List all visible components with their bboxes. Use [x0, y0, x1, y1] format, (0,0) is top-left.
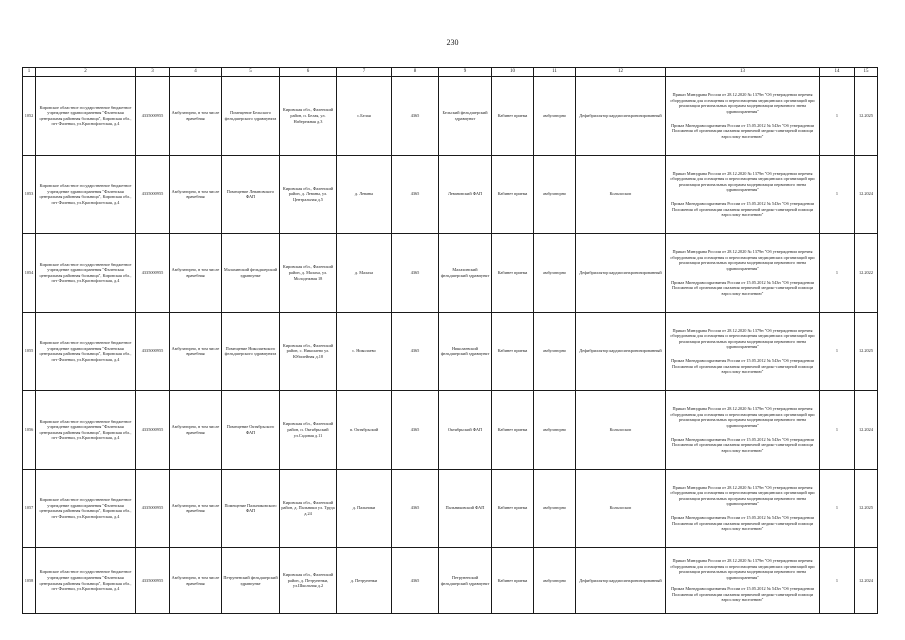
mode-cell: амбулаторно [534, 155, 576, 234]
table-row [23, 548, 878, 614]
locality-cell: д. Малаха [337, 234, 392, 313]
column-number: 12 [576, 68, 666, 77]
date-cell: 12.2024 [855, 155, 878, 234]
quantity-cell: 1 [820, 155, 855, 234]
unit-cell: Петруненский фельдшерский здравпункт [439, 548, 492, 614]
column-number: 7 [337, 68, 392, 77]
mode-cell: амбулаторно [534, 234, 576, 313]
locality-cell: д. Пальники [337, 469, 392, 548]
code-cell: 4365 [392, 312, 439, 391]
address-cell: Кировская обл., Фаленский район, п. Белая, ул. Набережная д.3 [280, 77, 337, 156]
cabinet-cell: Кабинет приема [492, 155, 534, 234]
address-cell: Кировская обл., Фаленский район, д. Пальники ул. Труда д.24 [280, 469, 337, 548]
legal-basis-cell [666, 77, 820, 156]
locality-cell: с.Белая [337, 77, 392, 156]
cabinet-cell: Кабинет приема [492, 77, 534, 156]
code-cell: 4365 [392, 234, 439, 313]
inn-cell: 4335000955 [136, 548, 170, 614]
row-number: 1057 [23, 469, 36, 548]
locality-cell: д. Леваны [337, 155, 392, 234]
care-type-cell: Амбулаторно, в том числе врачебная [170, 155, 222, 234]
column-number: 11 [534, 68, 576, 77]
date-cell: 12.2025 [855, 469, 878, 548]
code-cell: 4365 [392, 469, 439, 548]
row-number: 1058 [23, 548, 36, 614]
table-row [23, 234, 878, 313]
premises-cell: Помещение Николаевского фельдшерского здравпункта [222, 312, 280, 391]
quantity-cell: 1 [820, 469, 855, 548]
legal-basis-order-1379n: Приказ Минздрава России от 28.12.2020 № 1379н "Об утверждении перечня оборудования для оснащения и переоснащения медицинских организаций при реализации региональных программ модернизации первичного звена здравоохранения" [670, 406, 815, 428]
equipment-registry-table [22, 67, 878, 614]
mode-cell: амбулаторно [534, 77, 576, 156]
date-cell: 12.2025 [855, 77, 878, 156]
unit-cell: Октябрьский ФАП [439, 391, 492, 470]
legal-basis-cell [666, 469, 820, 548]
table-row [23, 155, 878, 234]
mode-cell: амбулаторно [534, 469, 576, 548]
organization-cell: Кировское областное государственное бюджетное учреждение здравоохранения "Фаленская центральная районная больница", Кировская обл., пгт Фаленки, ул.Краснофлотская, д.4 [36, 312, 136, 391]
address-cell: Кировская обл., Фаленский район, д. Малаха, ул. Молодежная 18 [280, 234, 337, 313]
column-number: 1 [23, 68, 36, 77]
legal-basis-order-1379n: Приказ Минздрава России от 28.12.2020 № 1379н "Об утверждении перечня оборудования для оснащения и переоснащения медицинских организаций при реализации региональных программ модернизации первичного звена здравоохранения" [670, 327, 815, 350]
column-number: 2 [36, 68, 136, 77]
column-number: 5 [222, 68, 280, 77]
locality-cell: д. Петруненки [337, 548, 392, 614]
inn-cell: 4335000955 [136, 234, 170, 313]
table-row [23, 469, 878, 548]
address-cell: Кировская обл., Фаленский район, д. Петруненки, ул.Школьная д.2 [280, 548, 337, 614]
table-row [23, 77, 878, 156]
table-row [23, 312, 878, 391]
date-cell: 12.2025 [855, 312, 878, 391]
legal-basis-cell [666, 155, 820, 234]
column-number: 9 [439, 68, 492, 77]
care-type-cell: Амбулаторно, в том числе врачебная [170, 391, 222, 470]
date-cell: 12.2024 [855, 391, 878, 470]
column-number: 3 [136, 68, 170, 77]
column-number-row [23, 68, 878, 77]
address-cell: Кировская обл., Фаленский район, с. Николаево ул. Юбилейная д.18 [280, 312, 337, 391]
inn-cell: 4335000955 [136, 155, 170, 234]
column-number: 6 [280, 68, 337, 77]
locality-cell: с. Николаево [337, 312, 392, 391]
equipment-cell: Дефибриллятор кардиосинхронизированный [576, 234, 666, 313]
premises-cell: Малахинский фельдшерский здравпункт [222, 234, 280, 313]
premises-cell: Петруненский фельдшерский здравпункт [222, 548, 280, 614]
organization-cell: Кировское областное государственное бюджетное учреждение здравоохранения "Фаленская центральная районная больница", Кировская обл., пгт Фаленки, ул.Краснофлотская, д.4 [36, 391, 136, 470]
date-cell: 12.2022 [855, 234, 878, 313]
inn-cell: 4335000955 [136, 77, 170, 156]
legal-basis-cell [666, 548, 820, 614]
care-type-cell: Амбулаторно, в том числе врачебная [170, 234, 222, 313]
locality-cell: п. Октябрьский [337, 391, 392, 470]
care-type-cell: Амбулаторно, в том числе врачебная [170, 77, 222, 156]
mode-cell: амбулаторно [534, 548, 576, 614]
mode-cell: амбулаторно [534, 312, 576, 391]
equipment-cell: Дефибриллятор кардиосинхронизированный [576, 548, 666, 614]
column-number: 13 [666, 68, 820, 77]
table-body [23, 77, 878, 614]
legal-basis-order-1379n: Приказ Минздрава России от 28.12.2020 № 1379н "Об утверждении перечня оборудования для оснащения и переоснащения медицинских организаций при реализации региональных программ модернизации первичного звена здравоохранения" [670, 92, 815, 114]
legal-basis-order-1379n: Приказ Минздрава России от 28.12.2020 № 1379н "Об утверждении перечня оборудования для оснащения и переоснащения медицинских организаций при реализации региональных программ модернизации первичного звена здравоохранения" [670, 557, 815, 580]
legal-basis-cell [666, 234, 820, 313]
unit-cell: Бельский фельдшерский здравпункт [439, 77, 492, 156]
cabinet-cell: Кабинет приема [492, 391, 534, 470]
cabinet-cell: Кабинет приема [492, 469, 534, 548]
column-number: 4 [170, 68, 222, 77]
legal-basis-order-543n: Приказ Минздравсоцразвития России от 15.05.2012 № 543н "Об утверждении Положения об организации оказания первичной медико-санитарной помощи взрослому населению" [671, 201, 814, 218]
table-row [23, 391, 878, 470]
legal-basis-cell [666, 391, 820, 470]
unit-cell: Николаевский фельдшерский здравпункт [439, 312, 492, 391]
column-number: 14 [820, 68, 855, 77]
premises-cell: Помещение Пальниковского ФАП [222, 469, 280, 548]
premises-cell: Помещение Левановского ФАП [222, 155, 280, 234]
row-number: 1056 [23, 391, 36, 470]
organization-cell: Кировское областное государственное бюджетное учреждение здравоохранения "Фаленская центральная районная больница", Кировская обл., пгт Фаленки, ул.Краснофлотская, д.4 [36, 77, 136, 156]
address-cell: Кировская обл., Фаленский район, п. Октябрьский ул.Садовая д.11 [280, 391, 337, 470]
quantity-cell: 1 [820, 234, 855, 313]
care-type-cell: Амбулаторно, в том числе врачебная [170, 312, 222, 391]
equipment-cell: Дефибриллятор кардиосинхронизированный [576, 77, 666, 156]
care-type-cell: Амбулаторно, в том числе врачебная [170, 469, 222, 548]
quantity-cell: 1 [820, 312, 855, 391]
inn-cell: 4335000955 [136, 312, 170, 391]
legal-basis-order-543n: Приказ Минздравсоцразвития России от 15.05.2012 № 543н "Об утверждении Положения об организации оказания первичной медико-санитарной помощи взрослому населению" [671, 436, 814, 453]
organization-cell: Кировское областное государственное бюджетное учреждение здравоохранения "Фаленская центральная районная больница", Кировская обл., пгт Фаленки, ул.Краснофлотская, д.4 [36, 469, 136, 548]
inn-cell: 4335000955 [136, 391, 170, 470]
mode-cell: амбулаторно [534, 391, 576, 470]
legal-basis-order-543n: Приказ Минздравсоцразвития России от 15.05.2012 № 543н "Об утверждении Положения об организации оказания первичной медико-санитарной помощи взрослому населению" [671, 122, 814, 139]
unit-cell: Пальниковский ФАП [439, 469, 492, 548]
inn-cell: 4335000955 [136, 469, 170, 548]
row-number: 1052 [23, 77, 36, 156]
row-number: 1053 [23, 155, 36, 234]
code-cell: 4365 [392, 548, 439, 614]
legal-basis-order-543n: Приказ Минздравсоцразвития России от 15.05.2012 № 543н "Об утверждении Положения об организации оказания первичной медико-санитарной помощи взрослому населению" [671, 586, 814, 603]
legal-basis-order-543n: Приказ Минздравсоцразвития России от 15.05.2012 № 543н "Об утверждении Положения об организации оказания первичной медико-санитарной помощи взрослому населению" [671, 515, 814, 532]
cabinet-cell: Кабинет приема [492, 548, 534, 614]
premises-cell: Помещение Октябрьского ФАП [222, 391, 280, 470]
legal-basis-order-1379n: Приказ Минздрава России от 28.12.2020 № 1379н "Об утверждении перечня оборудования для оснащения и переоснащения медицинских организаций при реализации региональных программ модернизации первичного звена здравоохранения" [670, 170, 815, 193]
quantity-cell: 1 [820, 391, 855, 470]
legal-basis-order-543n: Приказ Минздравсоцразвития России от 15.05.2012 № 543н "Об утверждении Положения об организации оказания первичной медико-санитарной помощи взрослому населению" [671, 279, 814, 296]
equipment-cell: Кольпоскоп [576, 155, 666, 234]
row-number: 1054 [23, 234, 36, 313]
legal-basis-order-1379n: Приказ Минздрава России от 28.12.2020 № 1379н "Об утверждении перечня оборудования для оснащения и переоснащения медицинских организаций при реализации региональных программ модернизации первичного звена здравоохранения" [670, 249, 815, 271]
column-number: 10 [492, 68, 534, 77]
code-cell: 4365 [392, 155, 439, 234]
organization-cell: Кировское областное государственное бюджетное учреждение здравоохранения "Фаленская центральная районная больница", Кировская обл., пгт Фаленки, ул.Краснофлотская, д.4 [36, 548, 136, 614]
organization-cell: Кировское областное государственное бюджетное учреждение здравоохранения "Фаленская центральная районная больница", Кировская обл., пгт Фаленки, ул.Краснофлотская, д.4 [36, 155, 136, 234]
cabinet-cell: Кабинет приема [492, 312, 534, 391]
unit-cell: Малахинский фельдшерский здравпункт [439, 234, 492, 313]
column-number: 8 [392, 68, 439, 77]
legal-basis-cell [666, 312, 820, 391]
unit-cell: Левановский ФАП [439, 155, 492, 234]
equipment-cell: Дефибриллятор кардиосинхронизированный [576, 312, 666, 391]
equipment-cell: Кольпоскоп [576, 391, 666, 470]
premises-cell: Помещение Бельского фельдшерского здравпункта [222, 77, 280, 156]
equipment-cell: Кольпоскоп [576, 469, 666, 548]
cabinet-cell: Кабинет приема [492, 234, 534, 313]
quantity-cell: 1 [820, 77, 855, 156]
legal-basis-order-543n: Приказ Минздравсоцразвития России от 15.05.2012 № 543н "Об утверждении Положения об организации оказания первичной медико-санитарной помощи взрослому населению" [671, 358, 814, 375]
column-number: 15 [855, 68, 878, 77]
table-header [23, 68, 878, 77]
quantity-cell: 1 [820, 548, 855, 614]
date-cell: 12.2024 [855, 548, 878, 614]
address-cell: Кировская обл., Фаленский район, д. Леваны, ул. Центральная д.5 [280, 155, 337, 234]
care-type-cell: Амбулаторно, в том числе врачебная [170, 548, 222, 614]
code-cell: 4365 [392, 77, 439, 156]
page-number: 230 [446, 38, 459, 47]
organization-cell: Кировское областное государственное бюджетное учреждение здравоохранения "Фаленская центральная районная больница", Кировская обл., пгт Фаленки, ул.Краснофлотская, д.4 [36, 234, 136, 313]
row-number: 1055 [23, 312, 36, 391]
code-cell: 4365 [392, 391, 439, 470]
legal-basis-order-1379n: Приказ Минздрава России от 28.12.2020 № 1379н "Об утверждении перечня оборудования для оснащения и переоснащения медицинских организаций при реализации региональных программ модернизации первичного звена здравоохранения" [670, 484, 815, 507]
